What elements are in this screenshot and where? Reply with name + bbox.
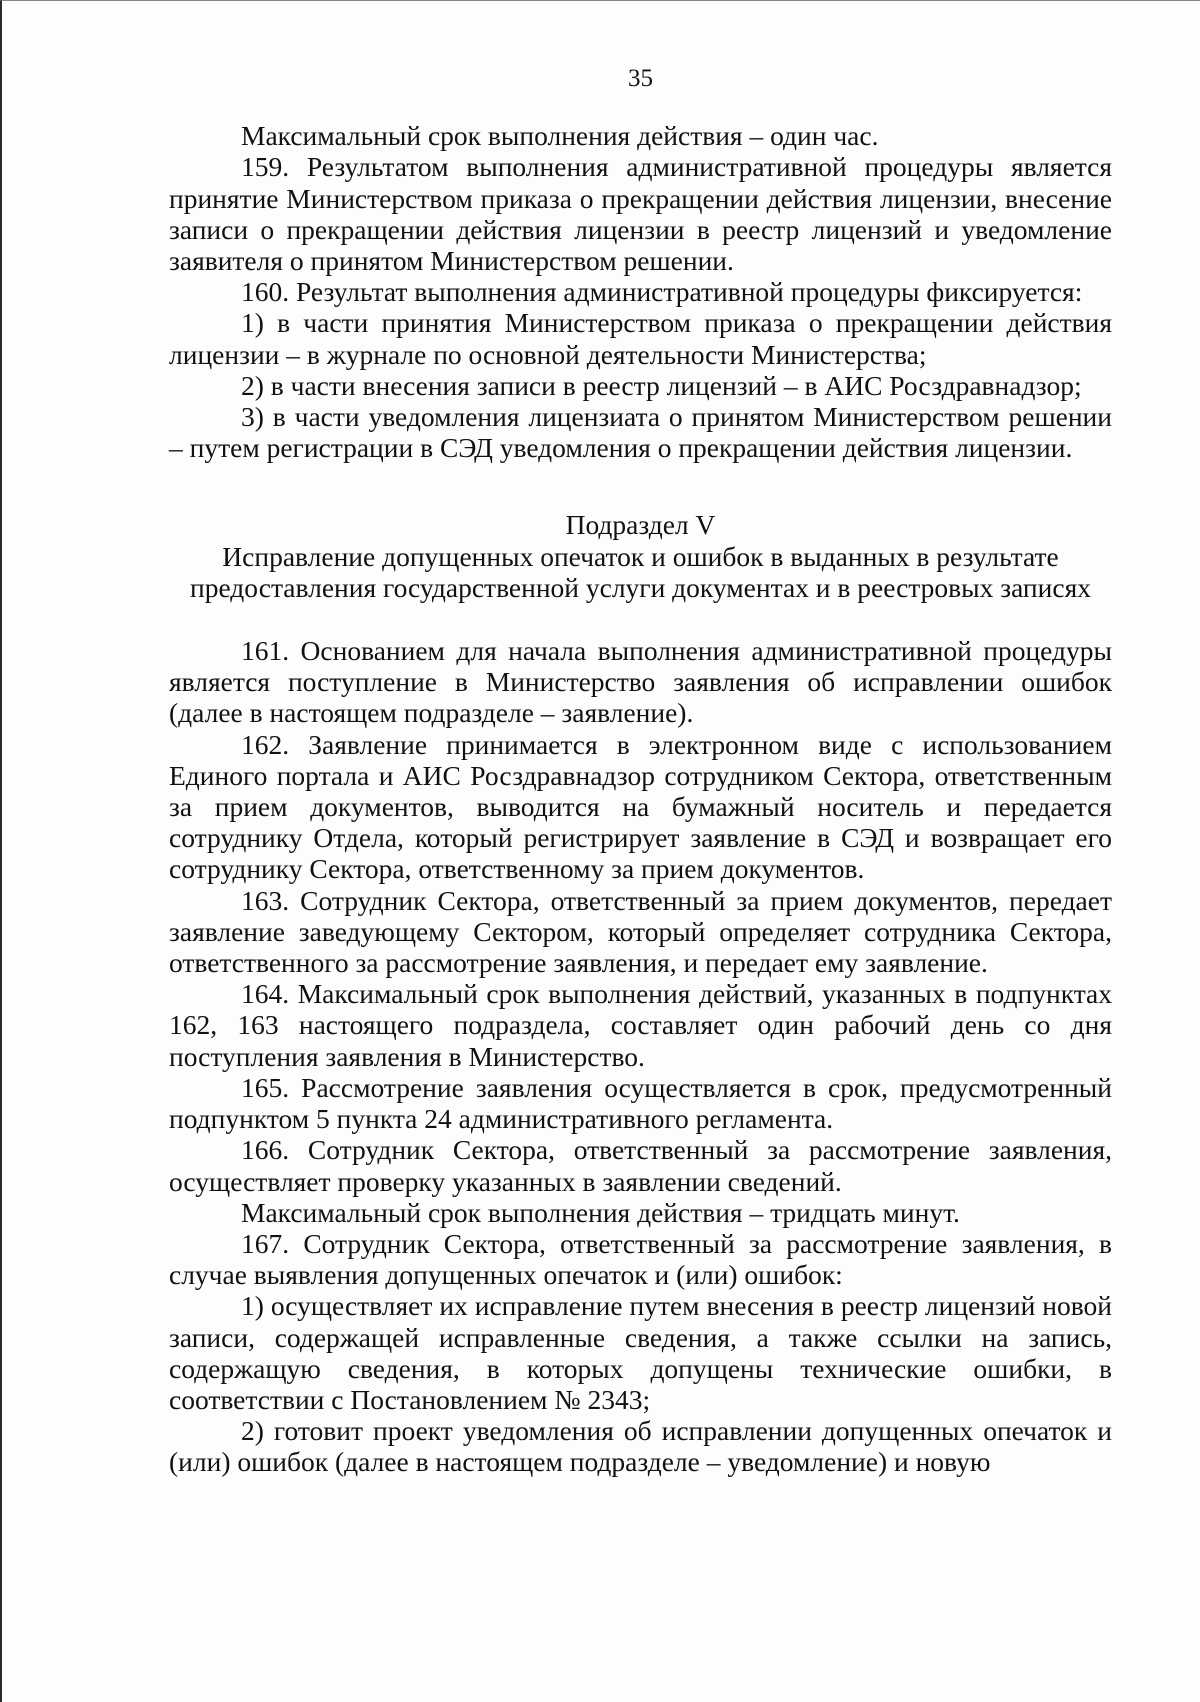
paragraph-159: 159. Результатом выполнения административной процедуры является принятие Министерством приказа о прекращении действия лицензии, внесение записи о прекращении действия лицензии в реестр лицензий и уведомление заявителя о принятом Министерством решении.	[169, 151, 1112, 277]
paragraph-165: 165. Рассмотрение заявления осуществляется в срок, предусмотренный подпунктом 5 пункта 24 административного регламента.	[169, 1071, 1112, 1135]
section-heading: Подраздел V	[565, 509, 716, 541]
paragraph-max-time-thirty-minutes: Максимальный срок выполнения действия – тридцать минут.	[241, 1196, 960, 1228]
paragraph-162: 162. Заявление принимается в электронном виде с использованием Единого портала и АИС Росздравнадзор сотрудником Сектора, ответственным за прием документов, выводится на бумажный носитель и передается сотруднику Отдела, который регистрирует заявление в СЭД и возвращает его сотруднику Сектора, ответственному за прием документов.	[169, 728, 1112, 885]
paragraph-166: 166. Сотрудник Сектора, ответственный за рассмотрение заявления, осуществляет проверку указанных в заявлении сведений.	[169, 1134, 1112, 1197]
page-content	[169, 63, 1112, 1478]
paragraph-160-item-2: 2) в части внесения записи в реестр лицензий – в АИС Росздравнадзор;	[241, 369, 1082, 401]
paragraph-160-item-3: 3) в части уведомления лицензиата о принятом Министерством решении – путем регистрации в СЭД уведомления о прекращении действия лицензии.	[169, 401, 1112, 464]
page-number: 35	[628, 65, 653, 92]
section-title-line-1: Исправление допущенных опечаток и ошибок в выданных в результате	[222, 540, 1059, 572]
section-title-line-2: предоставления государственной услуги документах и в реестровых записях	[190, 571, 1091, 603]
paragraph-160-item-1: 1) в части принятия Министерством приказа о прекращении действия лицензии – в журнале по основной деятельности Министерства;	[169, 307, 1112, 370]
section-spacer-top	[169, 463, 1112, 509]
section-spacer-bottom	[169, 603, 1112, 635]
paragraph-161: 161. Основанием для начала выполнения административной процедуры является поступление в Министерство заявления об исправлении ошибок (далее в настоящем подразделе – заявление).	[169, 635, 1112, 729]
paragraph-163: 163. Сотрудник Сектора, ответственный за прием документов, передает заявление заведующему Сектором, который определяет сотрудника Сектора, ответственного за рассмотрение заявления, и передает ему заявление.	[169, 884, 1112, 979]
paragraph-160: 160. Результат выполнения административной процедуры фиксируется:	[241, 276, 1083, 308]
paragraph-167: 167. Сотрудник Сектора, ответственный за рассмотрение заявления, в случае выявления допущенных опечаток и (или) ошибок:	[169, 1227, 1112, 1291]
paragraph-max-time-one-hour: Максимальный срок выполнения действия – один час.	[241, 120, 879, 152]
paragraph-167-item-1: 1) осуществляет их исправление путем внесения в реестр лицензий новой записи, содержащей исправленные сведения, а также ссылки на запись, содержащую сведения, в которых допущены технические ошибки, в соответствии с Постановлением № 2343;	[169, 1290, 1112, 1415]
paragraph-167-item-2: 2) готовит проект уведомления об исправлении допущенных опечаток и (или) ошибок (далее в настоящем подразделе – уведомление) и новую	[169, 1415, 1112, 1478]
paragraph-164: 164. Максимальный срок выполнения действий, указанных в подпунктах 162, 163 настоящего подраздела, составляет один рабочий день со дня поступления заявления в Министерство.	[169, 978, 1112, 1072]
